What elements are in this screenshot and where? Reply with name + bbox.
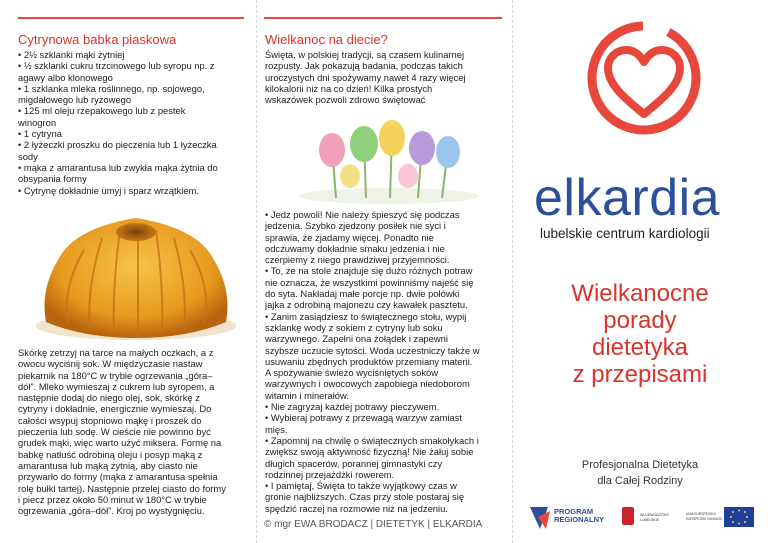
ingredient-line: agawy albo klonowego xyxy=(18,71,113,83)
tip-line: mięs. xyxy=(265,423,288,435)
tip-line: warzywnych i owocowych zapobiega niedoborom xyxy=(265,378,470,390)
instruction-line: cytryny i dokładnie, energicznie wymieszaj. Do xyxy=(18,403,212,415)
program-regionalny-label: PROGRAM REGIONALNY xyxy=(554,507,605,524)
tip-line: rodzinnej przejażdżki rowerem. xyxy=(265,468,395,480)
instruction-line: babkę natłuść odrobiną oleju i posyp mąką z xyxy=(18,448,203,460)
cover-subtitle-2: dla Całej Rodziny xyxy=(597,475,683,487)
tips-title: Wielkanoc na diecie? xyxy=(265,32,388,47)
instruction-line: piekarnik na 180°C w trybie ogrzewania „góra– xyxy=(18,369,213,381)
tip-line: odczuwamy dokładnie smaku jedzenia i nie xyxy=(265,242,445,254)
tip-line: jajka z odrobiną majonezu czy kawałek pasztetu. xyxy=(265,299,468,311)
svg-text:EUROPEJSKI FUNDUSZ: EUROPEJSKI FUNDUSZ xyxy=(686,517,723,521)
svg-text:UNIA EUROPEJSKA: UNIA EUROPEJSKA xyxy=(686,512,716,516)
ingredient-line: • 125 ml oleju rzepakowego lub z pestek xyxy=(18,105,186,117)
tip-line: spędzić raczej na rozmowie niż na jedzeniu. xyxy=(265,502,448,514)
instruction-line: całości wsypuj stopniowo mąkę i proszek do xyxy=(18,414,202,426)
lubelskie-crest-icon xyxy=(622,507,634,525)
author-credit: © mgr EWA BRODACZ | DIETETYK | ELKARDIA xyxy=(264,519,483,530)
tip-line: • To, że na stole znajduje się dużo różnych potraw xyxy=(265,265,473,277)
instruction-line: następnie dodaj do niego olej, sok, skórkę z xyxy=(18,392,200,404)
instruction-line: Skórkę zetrzyj na tarce na małych oczkach, a z xyxy=(18,347,214,358)
tip-line: czerpiemy z niego prawdziwej przyjemności. xyxy=(265,254,450,266)
sponsor-logos xyxy=(526,503,762,533)
intro-line: uroczystych dni spożywamy nawet 4 razy więcej xyxy=(265,71,466,83)
tip-line: szklankę wody z sokiem z cytryny lub soku xyxy=(265,321,443,333)
title-rule xyxy=(264,17,502,19)
tip-line: • I pamiętaj, Święta to także wyjątkowy czas w xyxy=(265,480,457,492)
tip-line: witamin i minerałów. xyxy=(265,389,349,401)
brand-subtitle: lubelskie centrum kardiologii xyxy=(540,226,710,241)
cover-title-line: dietetyka xyxy=(591,334,689,361)
tip-line: • Jedz powoli! Nie należy śpieszyć się podczas xyxy=(265,209,460,220)
ingredient-line: • mąka z amarantusa lub zwykła mąka żytnia do xyxy=(18,161,218,173)
instruction-line: przywarło do formy (mąka z amarantusa spełnia xyxy=(18,471,218,483)
ingredient-line: • 2½ szklanki mąki żytniej xyxy=(18,49,125,60)
instruction-line: pieczenia lub sodę. W cieście nie powinno być xyxy=(18,426,211,438)
ingredient-line: • 2 łyżeczki proszku do pieczenia lub 1 łyżeczka xyxy=(18,139,217,151)
tip-line: do syta. Nakładaj małe porcje np. dwie połówki xyxy=(265,288,460,300)
cover-title-line: Wielkanocne xyxy=(571,280,709,307)
cover-subtitle-1: Profesjonalna Dietetyka xyxy=(581,459,699,471)
instruction-line: grudek mąki, więc warto użyć miksera. Formę na xyxy=(18,437,222,449)
cover-panel xyxy=(512,0,768,543)
tips-panel xyxy=(256,0,512,543)
tip-line: szybsze uczucie sytości. Woda uczestniczy także w xyxy=(265,344,480,356)
tip-line: zwiększ swoją aktywność fizyczną! Nie żałuj sobie xyxy=(265,446,474,458)
tip-line: • Zapomnij na chwilę o świątecznych smakołykach i xyxy=(265,434,479,446)
intro-line: kilokalorii niż na co dzień! Kilka prostych xyxy=(265,82,433,94)
brand-name: elkardia xyxy=(534,169,721,227)
intro-line: wskazówek pozwoli zdrowo świętować xyxy=(265,94,426,106)
instruction-line: ogrzewania „góra–dół”. Kroj po wystygnięciu. xyxy=(18,505,205,517)
ingredient-line: • Cytrynę dokładnie umyj i sparz wrzątkiem. xyxy=(18,184,199,196)
ingredient-line: • 1 cytryna xyxy=(18,128,62,140)
lemon-cake-image xyxy=(28,198,243,346)
intro-line: rozpusty. Jak pokazują badania, podczas takich xyxy=(265,60,463,72)
recipe-panel xyxy=(0,0,256,543)
ingredient-line: obsypania formy xyxy=(18,173,87,185)
tip-line: nie oznacza, że wszystkimi powinniśmy najeść się xyxy=(265,276,474,288)
tip-line: gronie najbliższych. Czas przy stole postaraj się xyxy=(265,491,465,503)
tip-line: warzywnego. Zapełni ona żołądek i zapewni xyxy=(265,333,448,345)
tip-line: • Nie zagryzaj każdej potrawy pieczywem. xyxy=(265,401,440,413)
instruction-line: i piecz przez około 50 minut w 180°C w trybie xyxy=(18,493,207,505)
tip-line: sprawia, że zjadamy więcej. Ponadto nie xyxy=(265,231,434,243)
instruction-line: amarantusa lub mąką żytnią, aby ciasto nie xyxy=(18,459,198,471)
tip-line: długich spacerów, porannej gimnastyki czy xyxy=(265,457,443,469)
ingredients-list xyxy=(18,49,218,196)
svg-text:LUBELSKIE: LUBELSKIE xyxy=(640,518,660,522)
heart-logo-icon xyxy=(584,18,704,144)
cover-title xyxy=(512,280,768,388)
title-rule xyxy=(18,17,244,19)
tips-intro xyxy=(265,49,466,105)
recipe-title: Cytrynowa babka piaskowa xyxy=(18,32,177,47)
tip-line: jedzenia. Szybko zjedzony posiłek nie syci i xyxy=(265,220,446,232)
tips-list xyxy=(265,209,480,514)
ingredient-line: • 1 szklanka mleka roślinnego, np. sojowego, xyxy=(18,82,205,94)
ingredient-line: migdałowego lub ryżowego xyxy=(18,94,132,106)
intro-line: Święta, w polskiej tradycji, są czasem kulinarnej xyxy=(265,49,465,60)
easter-eggs-image xyxy=(284,118,494,204)
ingredient-line: • ½ szklanki cukru trzcinowego lub syropu np. z xyxy=(18,60,215,72)
tip-line: A spożywanie świeżo wyciśniętych soków xyxy=(265,367,438,379)
instruction-line: dół”. Mleko wymieszaj z cukrem lub syropem, a xyxy=(18,380,215,392)
ingredient-line: sody xyxy=(18,150,38,162)
ingredient-line: winogron xyxy=(18,116,57,128)
tip-line: usuwaniu zbędnych produktów przemiany materii. xyxy=(265,355,473,367)
instruction-line: rolę bułki tartej). Następnie przelej ciasto do formy xyxy=(18,482,226,494)
tip-line: • Zanim zasiądziesz to świątecznego stołu, wypij xyxy=(265,310,467,322)
instruction-line: owocu wyciśnij sok. W międzyczasie nastaw xyxy=(18,358,203,370)
recipe-instructions xyxy=(18,347,226,516)
cover-title-line: porady xyxy=(603,307,677,334)
tip-line: • Wybieraj potrawy z przewagą warzyw zamiast xyxy=(265,412,463,424)
svg-text:WOJEWÓDZTWO: WOJEWÓDZTWO xyxy=(640,513,669,517)
cover-title-line: z przepisami xyxy=(572,361,708,388)
